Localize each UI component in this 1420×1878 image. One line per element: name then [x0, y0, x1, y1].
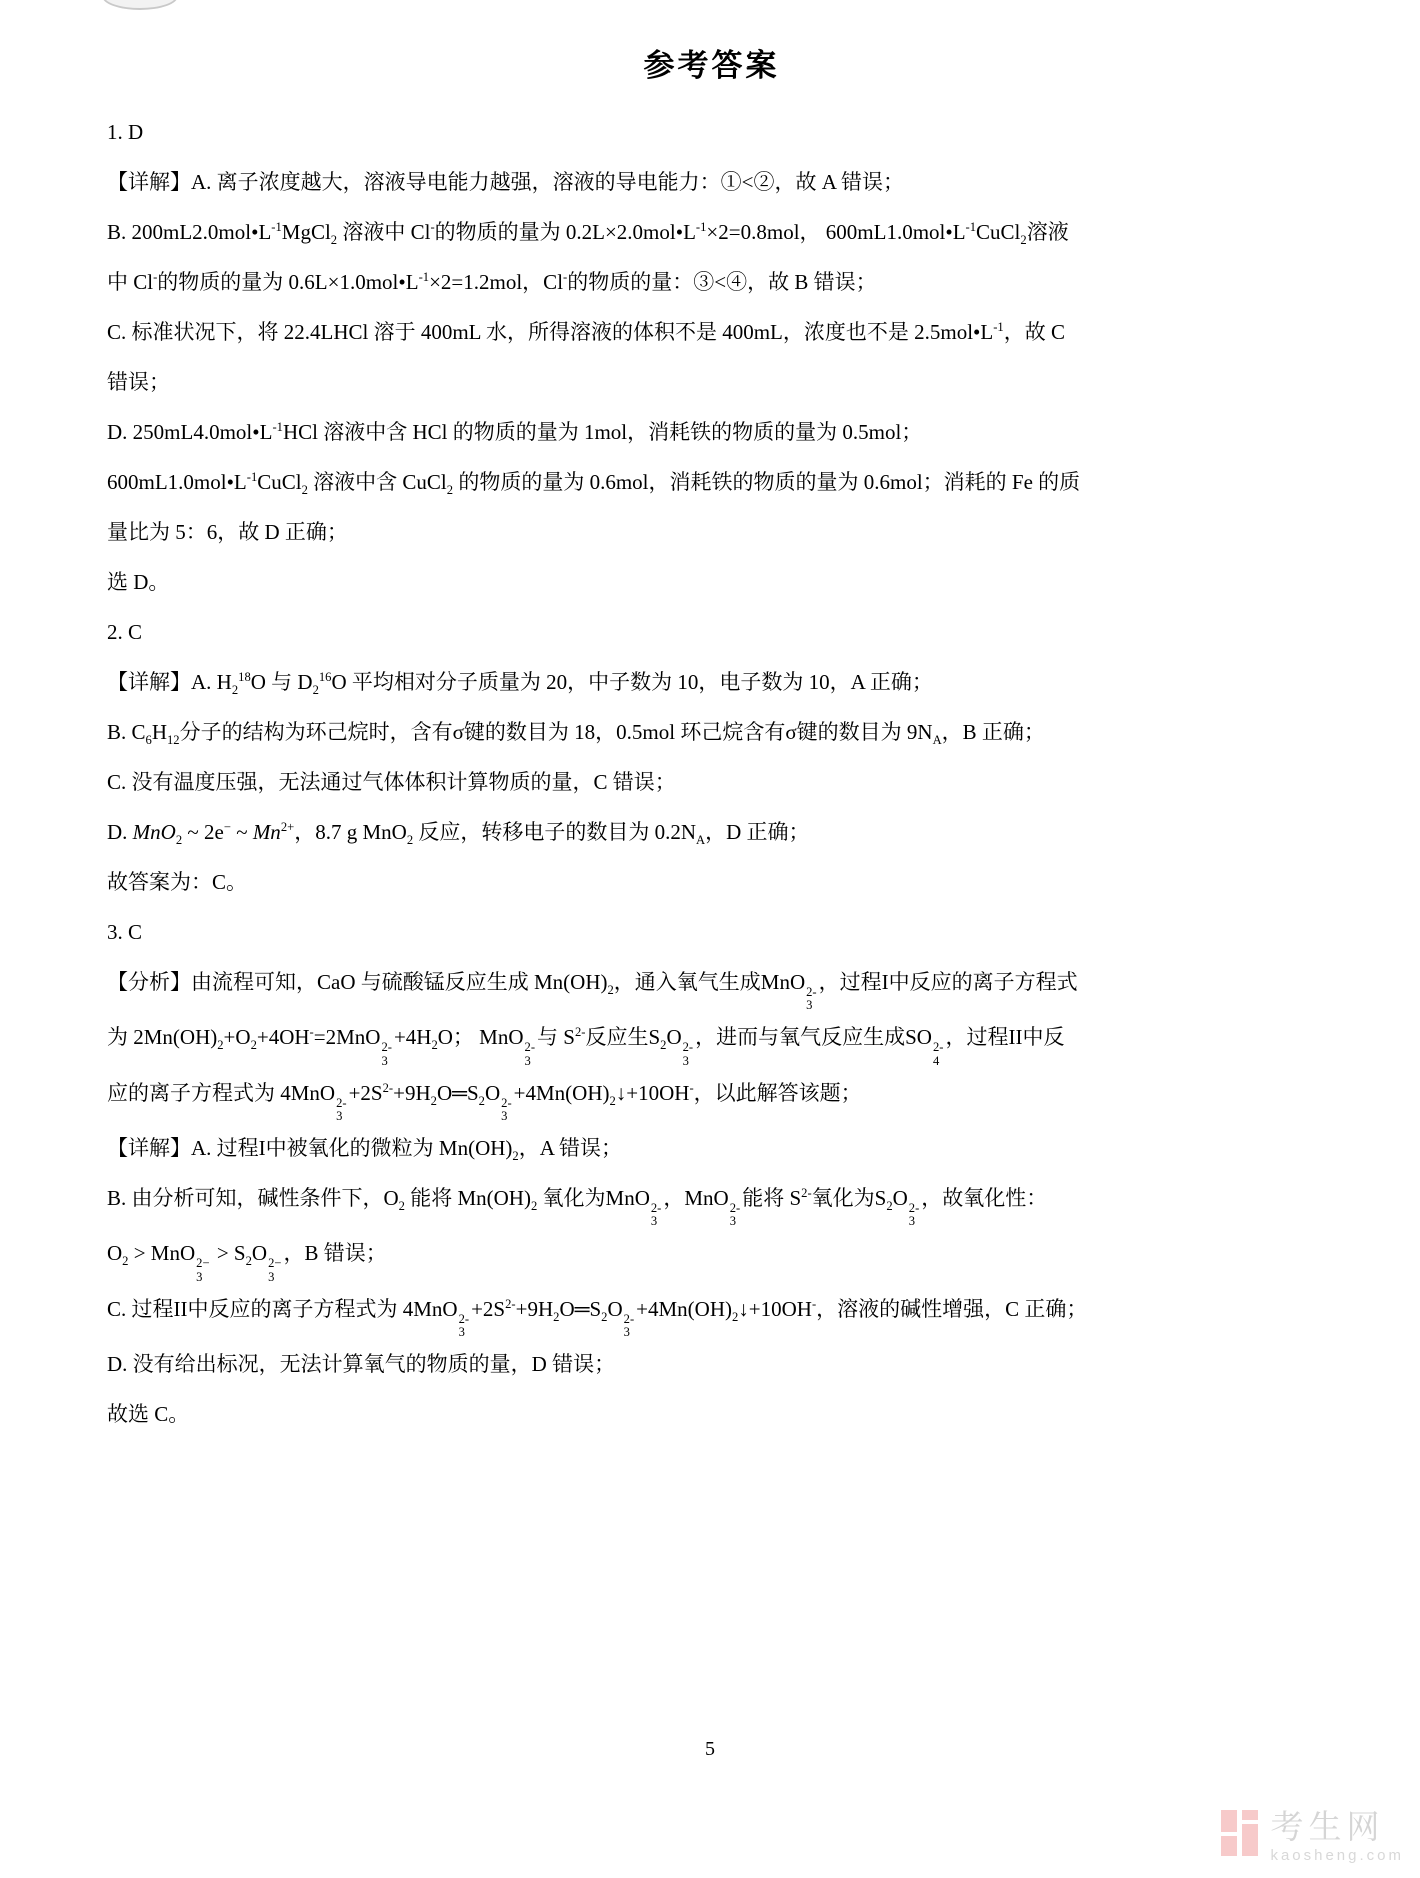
- text-line: D. MnO$_2$ ~ 2e− ~ $Mn^{2+}$，8.7 g MnO$_2$ 反应，转移电子的数目为 $0.2N_A$，D 正确；: [107, 820, 810, 848]
- logo-block: [1221, 1836, 1237, 1856]
- text-line: 1. D: [107, 120, 144, 144]
- text-line: 选 D。: [107, 570, 170, 594]
- text-line: B. $C_6H_{12}$分子的结构为环己烷时，含有σ键的数目为 18，0.5mol 环己烷含有σ键的数目为 $9N_A$，B 正确；: [107, 720, 1045, 748]
- page-title: 参考答案: [643, 48, 780, 83]
- text-line: 为 $2Mn(OH)_2+O_2+4OH^-=2MnO$ 2- 3 $+4H_2O$； MnO 2- 3 与 $S^{2-}$反应生$S_2O$ 2- 3 ，进而与氧气反应生成SO 2- 4 ，过程II中反: [107, 1025, 1065, 1068]
- text-line: 【详解】A. 离子浓度越大，溶液导电能力越强，溶液的导电能力：①<②，故 A 错误；: [107, 170, 905, 194]
- kaosheng-logo-icon: [1221, 1810, 1258, 1856]
- text-line: B. 由分析可知，碱性条件下，$O_2$ 能将 $Mn(OH)_2$ 氧化为MnO 2- 3 ，MnO 2- 3 能将 $S^{2-}$氧化为$S_2O$ 2- 3 ，故氧化性：: [107, 1186, 1048, 1229]
- logo-block: [1242, 1824, 1258, 1856]
- text-line: 错误；: [107, 370, 170, 394]
- text-line: C. 标准状况下，将 22.4LHCl 溶于 400mL 水，所得溶液的体积不是 400mL，浓度也不是 $2.5mol•L^{-1}$，故 C: [107, 320, 1065, 344]
- watermark: [1221, 1810, 1404, 1864]
- text-line: B. $200mL2.0mol•L^{-1}MgCl_2$ 溶液中 Cl-的物质的量为 $0.2L\times 2.0mol•L^{-1}\times 2=0.8mol$， $600mL1.0mol•L^{-1}CuCl_2$溶液: [107, 220, 1069, 248]
- text-line: 【详解】A. 过程I中被氧化的微粒为 $Mn(OH)_2$，A 错误；: [107, 1136, 622, 1164]
- text-line: D. $250mL4.0mol•L^{-1}HCl$ 溶液中含 HCl 的物质的量为 1mol，消耗铁的物质的量为 0.5mol；: [107, 420, 923, 444]
- text-line: 应的离子方程式为 4MnO 2- 3 $+2S^{2-}+9H_2O═S_2O$ 2- 3 $+4Mn(OH)_2↓+10OH^-$，以此解答该题；: [107, 1080, 862, 1123]
- text-line: D. 没有给出标况，无法计算氧气的物质的量，D 错误；: [107, 1352, 616, 1377]
- text-line: C. 过程II中反应的离子方程式为 4MnO 2- 3 $+2S^{2-}+9H_2O═S_2O$ 2- 3 $+4Mn(OH)_2↓+10OH^-$，溶液的碱性增强，C 正确；: [107, 1296, 1088, 1339]
- text-line: 【详解】A. $H_2^{18}O$ 与 $D_2^{16}O$ 平均相对分子质量为 20，中子数为 10，电子数为 10，A 正确；: [107, 670, 933, 698]
- page-number: 5: [705, 1738, 715, 1760]
- text-line: $600mL1.0mol•L^{-1}CuCl_2$ 溶液中含 CuCl$_2$ 的物质的量为 0.6mol，消耗铁的物质的量为 0.6mol；消耗的 Fe 的质: [107, 470, 1081, 498]
- answer-content: [107, 107, 1316, 1439]
- logo-left-column: [1221, 1810, 1237, 1856]
- watermark-text: [1270, 1810, 1404, 1864]
- text-line: $O_2$ > MnO 2− 3 > $S_2O$ 2− 3 ，B 错误；: [107, 1241, 387, 1284]
- scan-artifact: [102, 0, 178, 10]
- text-line: 量比为 5：6，故 D 正确；: [107, 520, 348, 544]
- logo-block: [1242, 1810, 1258, 1820]
- text-line: 【分析】由流程可知，CaO 与硫酸锰反应生成 $Mn(OH)_2$，通入氧气生成MnO 2- 3 ，过程I中反应的离子方程式: [107, 970, 1078, 1013]
- watermark-name: 考生网: [1270, 1808, 1385, 1845]
- text-line: 3. C: [107, 920, 143, 944]
- text-line: 中 Cl-的物质的量为 $0.6L\times 1.0mol•L^{-1}\times 2=1.2mol$，Cl-的物质的量：③<④，故 B 错误；: [107, 270, 877, 294]
- text-line: 故选 C。: [107, 1402, 190, 1427]
- logo-block: [1221, 1810, 1237, 1832]
- text-line: C. 没有温度压强，无法通过气体体积计算物质的量，C 错误；: [107, 770, 676, 794]
- text-line: 2. C: [107, 620, 143, 644]
- text-line: 故答案为：C。: [107, 870, 248, 894]
- watermark-domain: kaosheng.com: [1270, 1847, 1404, 1864]
- logo-right-column: [1242, 1810, 1258, 1856]
